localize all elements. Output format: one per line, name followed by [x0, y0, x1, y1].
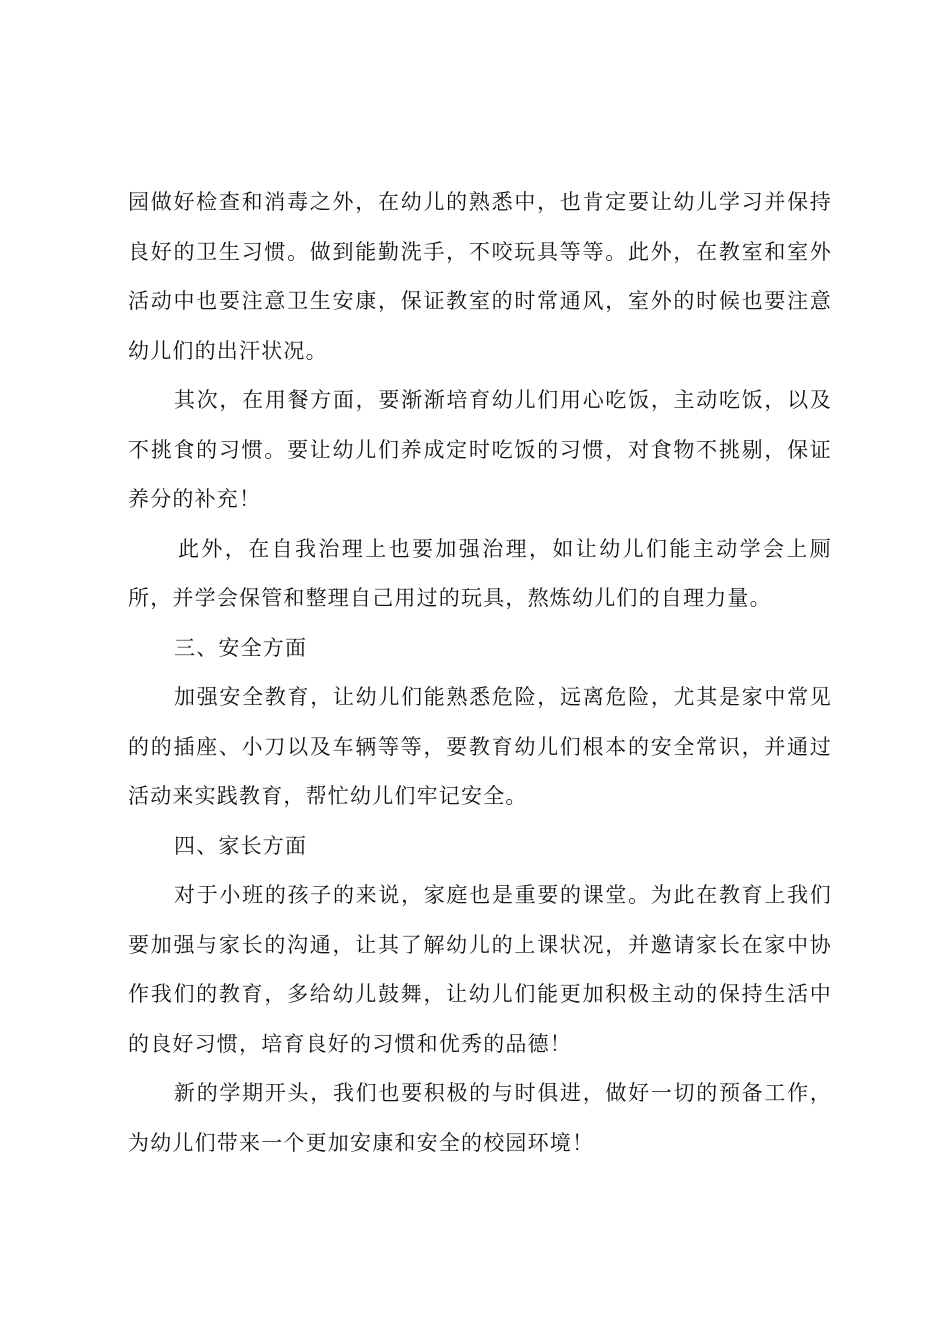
paragraph-hygiene-continued: 园做好检查和消毒之外，在幼儿的熟悉中，也肯定要让幼儿学习并保持良好的卫生习惯。做到能勤洗手，不咬玩具等等。此外，在教室和室外活动中也要注意卫生安康，保证教室的时常通风，室外的时候也要注意幼儿们的出汗状况。 [128, 190, 832, 363]
heading-safety: 三、安全方面 [174, 635, 308, 660]
paragraph-self-care: 此外，在自我治理上也要加强治理，如让幼儿们能主动学会上厕所，并学会保管和整理自己用过的玩具，熬炼幼儿们的自理力量。 [128, 536, 832, 610]
document-body [128, 178, 832, 1168]
heading-parents: 四、家长方面 [174, 833, 308, 858]
paragraph-safety: 加强安全教育，让幼儿们能熟悉危险，远离危险，尤其是家中常见的的插座、小刀以及车辆等等，要教育幼儿们根本的安全常识，并通过活动来实践教育，帮忙幼儿们牢记安全。 [128, 685, 832, 808]
paragraph-dining: 其次，在用餐方面，要渐渐培育幼儿们用心吃饭，主动吃饭，以及不挑食的习惯。要让幼儿们养成定时吃饭的习惯，对食物不挑剔，保证养分的补充！ [128, 388, 832, 511]
paragraph-parents: 对于小班的孩子的来说，家庭也是重要的课堂。为此在教育上我们要加强与家长的沟通，让其了解幼儿的上课状况，并邀请家长在家中协作我们的教育，多给幼儿鼓舞，让幼儿们能更加积极主动的保持生活中的良好习惯，培育良好的习惯和优秀的品德！ [128, 883, 832, 1056]
paragraph-new-semester: 新的学期开头，我们也要积极的与时俱进，做好一切的预备工作，为幼儿们带来一个更加安康和安全的校园环境！ [128, 1081, 832, 1155]
